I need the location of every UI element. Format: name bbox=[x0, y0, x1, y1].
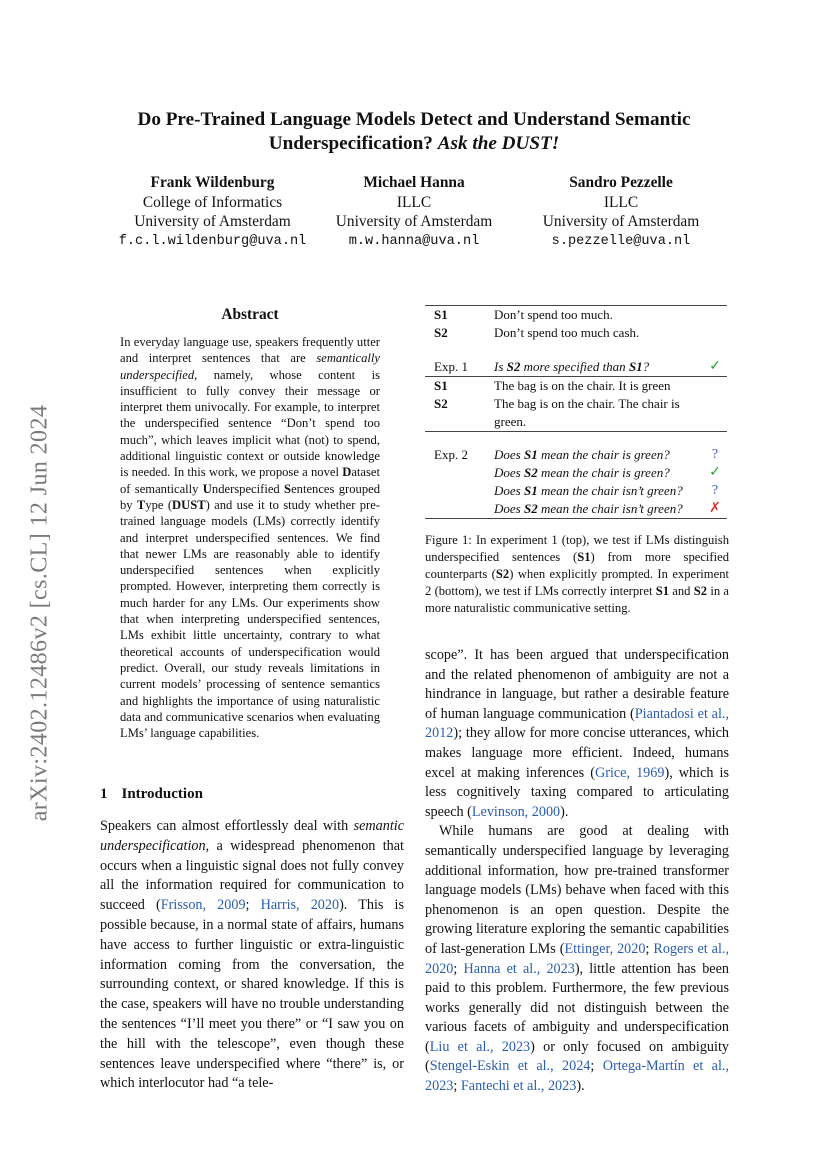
table-row: Does S2 mean the chair is green? ✓ bbox=[425, 464, 727, 482]
table-row: S1 The bag is on the chair. It is green bbox=[434, 378, 671, 393]
citation-link[interactable]: Grice, 1969 bbox=[594, 764, 665, 781]
check-icon: ✓ bbox=[709, 465, 721, 480]
author-affiliation: College of Informatics bbox=[142, 193, 283, 211]
paragraph: scope”. It has been argued that underspecification and the related phenomenon of ambiguity are not a hindrance in language, but rather a desirable feature of human language communication (Piantadosi et al., 2012); they allow for more concise utterances, which makes language more efficient. Indeed, humans excel at making inferences (Grice, 1969), which is less cognitively taxing compared to articulating speech (Levinson, 2000). bbox=[425, 647, 729, 820]
table-row: Exp. 1 Is S2 more specified than S1? ✓ bbox=[425, 358, 727, 377]
author-email[interactable]: m.w.hanna@uva.nl bbox=[348, 233, 480, 249]
author-affiliation: University of Amsterdam bbox=[335, 213, 493, 231]
table-row: Exp. 2 Does S1 mean the chair is green? ? bbox=[425, 446, 727, 464]
paragraph: While humans are good at dealing with semantically underspecified language by leveraging additional information, how pre-trained transformer language models (LMs) behave when faced with this phenomenon is an open question. Despite the growing literature exploring the semantic capabilities of last-generation LMs (Ettinger, 2020; Rogers et al., 2020; Hanna et al., 2023), little attention has been paid to this problem. Furthermore, the few previous works generally did not distinguish between the various facets of ambiguity and underspecification (Liu et al., 2023) or only focused on ambiguity (Stengel-Eskin et al., 2024; Ortega-Martín et al., 2023; Fantechi et al., 2023). bbox=[425, 823, 729, 1095]
author-affiliation: University of Amsterdam bbox=[134, 213, 291, 231]
citation-link[interactable]: Liu et al., 2023 bbox=[429, 1038, 531, 1055]
citation-link[interactable]: Ettinger, 2020 bbox=[564, 940, 646, 957]
table-row bbox=[425, 342, 727, 358]
author-affiliation: ILLC bbox=[603, 193, 639, 211]
question-mark-icon: ? bbox=[711, 447, 719, 462]
right-column-body bbox=[425, 646, 729, 1097]
table-row: S2 Don’t spend too much cash. bbox=[434, 325, 640, 340]
table-row: S1 Don’t spend too much. bbox=[425, 306, 727, 325]
section-heading-introduction: 1 Introduction bbox=[100, 786, 203, 802]
citation-link[interactable]: Harris, 2020 bbox=[260, 897, 340, 914]
citation-link[interactable]: Ortega-Martín et al., 2023 bbox=[425, 1058, 729, 1095]
table-row: Does S1 mean the chair isn’t green? ? bbox=[425, 482, 727, 500]
author-name: Frank Wildenburg bbox=[150, 174, 275, 191]
title-italic-part: Ask the DUST! bbox=[437, 133, 560, 154]
figure-1-caption: Figure 1: In experiment 1 (top), we test if LMs distinguish underspecified sentences (S1) from more specified counterparts (S2) when explicitly prompted. In experiment 2 (bottom), we test if LMs correctly interpret S1 and S2 in a more naturalistic communicative setting. bbox=[425, 533, 729, 615]
author-block-1 bbox=[95, 173, 330, 251]
table-row: Does S2 mean the chair isn’t green? ✗ bbox=[425, 500, 727, 519]
table-row: S2 The bag is on the chair. The chair is green. bbox=[425, 395, 727, 432]
author-block-2 bbox=[318, 173, 510, 251]
author-email[interactable]: f.c.l.wildenburg@uva.nl bbox=[118, 233, 307, 249]
author-email[interactable]: s.pezzelle@uva.nl bbox=[551, 233, 691, 249]
abstract-body: In everyday language use, speakers frequently utter and interpret sentences that are semantically underspecified, namely, whose content is insufficient to fully convey their message or interpret them univocally. For example, to interpret the underspecified sentence “Don’t spend too much”, which leaves implicit what (not) to spend, additional linguistic context or outside knowledge is needed. In this work, we propose a novel Dataset of semantically Underspecified Sentences grouped by Type (DUST) and use it to study whether pre-trained language models (LMs) correctly identify and interpret underspecified sentences. We find that newer LMs are reasonably able to identify underspecified sentences when explicitly prompted. However, interpreting them correctly is much harder for any LMs. Our experiments show that when interpreting underspecified sentences, LMs exhibit little uncertainty, contrary to what theoretical accounts of underspecification would predict. Overall, our study reveals limitations in current models’ processing of sentence semantics and highlights the importance of using naturalistic data and communicative scenarios when evaluating LMs’ language capabilities. bbox=[120, 335, 380, 741]
figure-1-table bbox=[425, 305, 727, 519]
figure-1 bbox=[425, 305, 727, 519]
author-affiliation: University of Amsterdam bbox=[542, 213, 700, 231]
table-row bbox=[425, 432, 727, 447]
author-name: Michael Hanna bbox=[363, 174, 465, 191]
author-name: Sandro Pezzelle bbox=[569, 174, 673, 191]
title-line-1: Do Pre-Trained Language Models Detect and Understand Semantic bbox=[137, 109, 691, 130]
question-mark-icon: ? bbox=[711, 483, 719, 498]
title-line-2: Underspecification? Ask the DUST! bbox=[268, 133, 560, 154]
check-icon: ✓ bbox=[703, 358, 727, 377]
citation-link[interactable]: Hanna et al., 2023 bbox=[463, 960, 575, 977]
arxiv-side-identifier: arXiv:2402.12486v2 [cs.CL] 12 Jun 2024 bbox=[26, 404, 53, 821]
cross-icon: ✗ bbox=[703, 500, 727, 519]
author-affiliation: ILLC bbox=[396, 193, 432, 211]
citation-link[interactable]: Rogers et al., 2020 bbox=[425, 940, 729, 977]
citation-link[interactable]: Levinson, 2000 bbox=[471, 803, 561, 820]
abstract-heading: Abstract bbox=[221, 306, 279, 323]
citation-link[interactable]: Frisson, 2009 bbox=[160, 897, 246, 914]
introduction-body: Speakers can almost effortlessly deal with semantic underspecification, a widespread phenomenon that occurs when a linguistic signal does not fully convey all the information required for communication to succeed (Frisson, 2009; Harris, 2020). This is possible because, in a normal state of affairs, humans have access to further linguistic or extra-linguistic information coming from the conversation, the surrounding context, or shared knowledge. If this is the case, speakers will have no trouble understanding the sentences “I’ll meet you there” or “I saw you on the hill with the telescope”, even though these sentences leave underspecified where “there” is, or which interlocutor had “a tele- bbox=[100, 818, 404, 1092]
citation-link[interactable]: Fantechi et al., 2023 bbox=[460, 1078, 577, 1095]
citation-link[interactable]: Stengel-Eskin et al., 2024 bbox=[429, 1058, 591, 1075]
citation-link[interactable]: Piantadosi et al., 2012 bbox=[425, 705, 729, 742]
paper-title bbox=[80, 108, 748, 156]
author-block-3 bbox=[522, 173, 720, 251]
